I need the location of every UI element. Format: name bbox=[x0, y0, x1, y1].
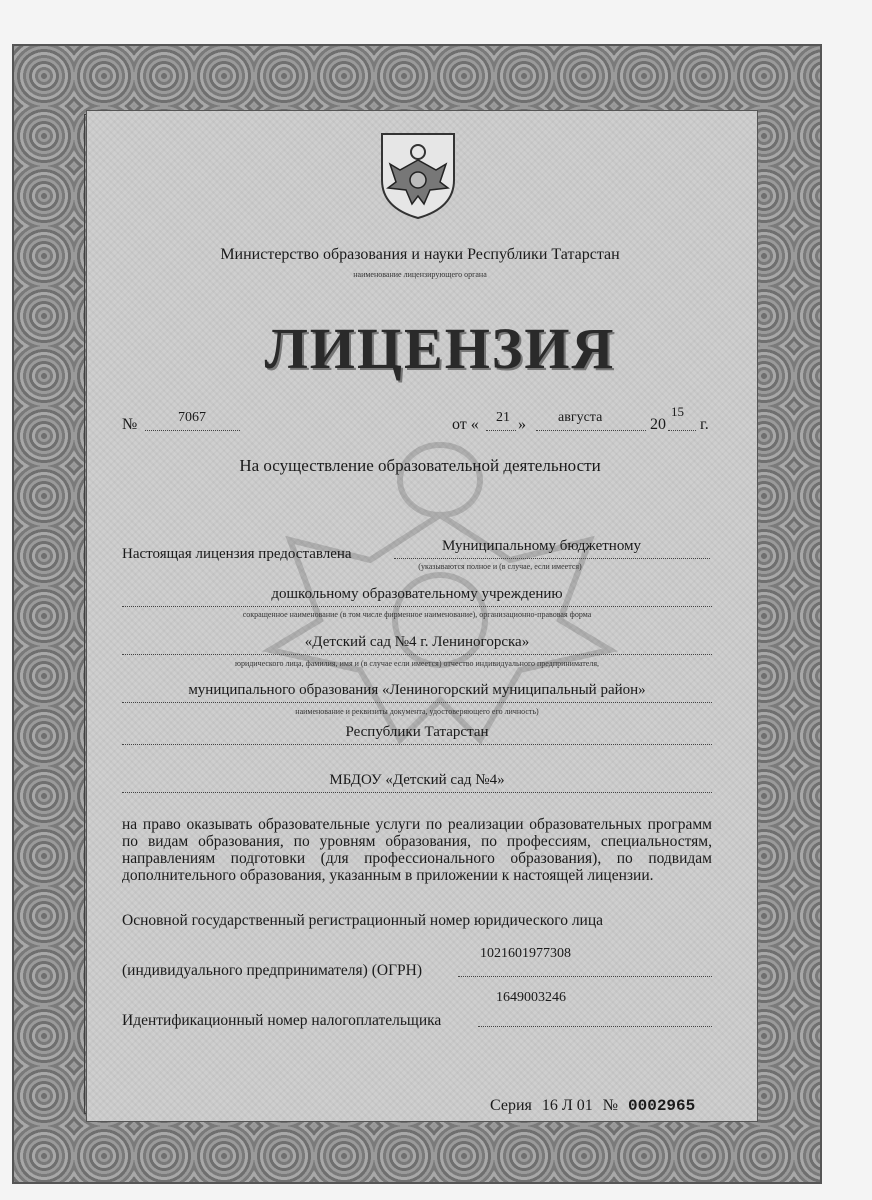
form-serial bbox=[490, 1097, 695, 1115]
grantee-caption-1: (указываются полное и (в случае, если имеется) bbox=[418, 562, 582, 571]
document-title: ЛИЦЕНЗИЯ bbox=[264, 316, 616, 381]
grantee-line-4: муниципального образования «Лениногорский муниципальный район» bbox=[188, 682, 646, 698]
serial-label: Серия bbox=[490, 1097, 532, 1114]
inn-value: 1649003246 bbox=[496, 990, 566, 1005]
grantee-line-3: «Детский сад №4 г. Лениногорска» bbox=[304, 634, 530, 650]
license-day: 21 bbox=[496, 410, 510, 425]
grantee-short-name: МБДОУ «Детский сад №4» bbox=[329, 772, 505, 788]
authority-caption: наименование лицензирующего органа bbox=[353, 270, 487, 279]
day-close-quote: » bbox=[518, 416, 526, 433]
serial-number-label: № bbox=[602, 1097, 619, 1114]
license-number: 7067 bbox=[178, 410, 206, 425]
grantee-caption-3: юридического лица, фамилия, имя и (в случае если имеется) отчество индивидуального предпринимателя, bbox=[234, 659, 600, 668]
licensing-authority: Министерство образования и науки Республики Татарстан bbox=[220, 246, 620, 263]
date-from-label: от « bbox=[452, 416, 479, 433]
grantee-underline-1 bbox=[394, 558, 710, 559]
rights-paragraph: на право оказывать образовательные услуги по реализации образовательных программ по видам образования, по уровням образования, по профессиям, специальностям, направлениям подготовки (для профессионального образования), по подвидам дополнительного образования, указанным в приложении к настоящей лицензии. bbox=[122, 816, 712, 884]
month-underline bbox=[536, 430, 646, 431]
grantee-intro: Настоящая лицензия предоставлена bbox=[122, 546, 352, 562]
grantee-underline-2 bbox=[122, 606, 712, 607]
grantee-line-2: дошкольному образовательному учреждению bbox=[271, 586, 563, 602]
serial-number: 0002965 bbox=[628, 1097, 696, 1115]
coat-of-arms-icon bbox=[378, 130, 458, 220]
ogrn-label-line-1: Основной государственный регистрационный номер юридического лица bbox=[122, 912, 604, 929]
ogrn-underline bbox=[458, 976, 712, 977]
grantee-line-5: Республики Татарстан bbox=[345, 724, 489, 740]
license-month: августа bbox=[558, 410, 603, 425]
grantee-caption-2: сокращенное наименование (в том числе фирменное наименование), организационно-правовая форма bbox=[242, 610, 592, 619]
number-label: № bbox=[122, 416, 138, 433]
grantee-underline-5 bbox=[122, 744, 712, 745]
number-underline bbox=[145, 430, 240, 431]
license-purpose: На осуществление образовательной деятельности bbox=[239, 456, 601, 475]
short-name-underline bbox=[122, 792, 712, 793]
ogrn-value: 1021601977308 bbox=[480, 946, 571, 961]
day-underline bbox=[486, 430, 516, 431]
grantee-underline-3 bbox=[122, 654, 712, 655]
serial-series: 16 Л 01 bbox=[541, 1097, 593, 1114]
grantee-underline-4 bbox=[122, 702, 712, 703]
year-prefix: 20 bbox=[650, 416, 666, 433]
inn-underline bbox=[478, 1026, 712, 1027]
ogrn-label-line-2: (индивидуального предпринимателя) (ОГРН) bbox=[122, 962, 423, 979]
year-underline bbox=[668, 430, 696, 431]
year-suffix: 15 bbox=[671, 404, 684, 419]
grantee-caption-4: наименование и реквизиты документа, удостоверяющего его личность) bbox=[295, 707, 539, 716]
year-unit: г. bbox=[700, 416, 709, 433]
inn-label: Идентификационный номер налогоплательщика bbox=[122, 1012, 442, 1029]
grantee-line-1: Муниципальному бюджетному bbox=[442, 538, 642, 554]
